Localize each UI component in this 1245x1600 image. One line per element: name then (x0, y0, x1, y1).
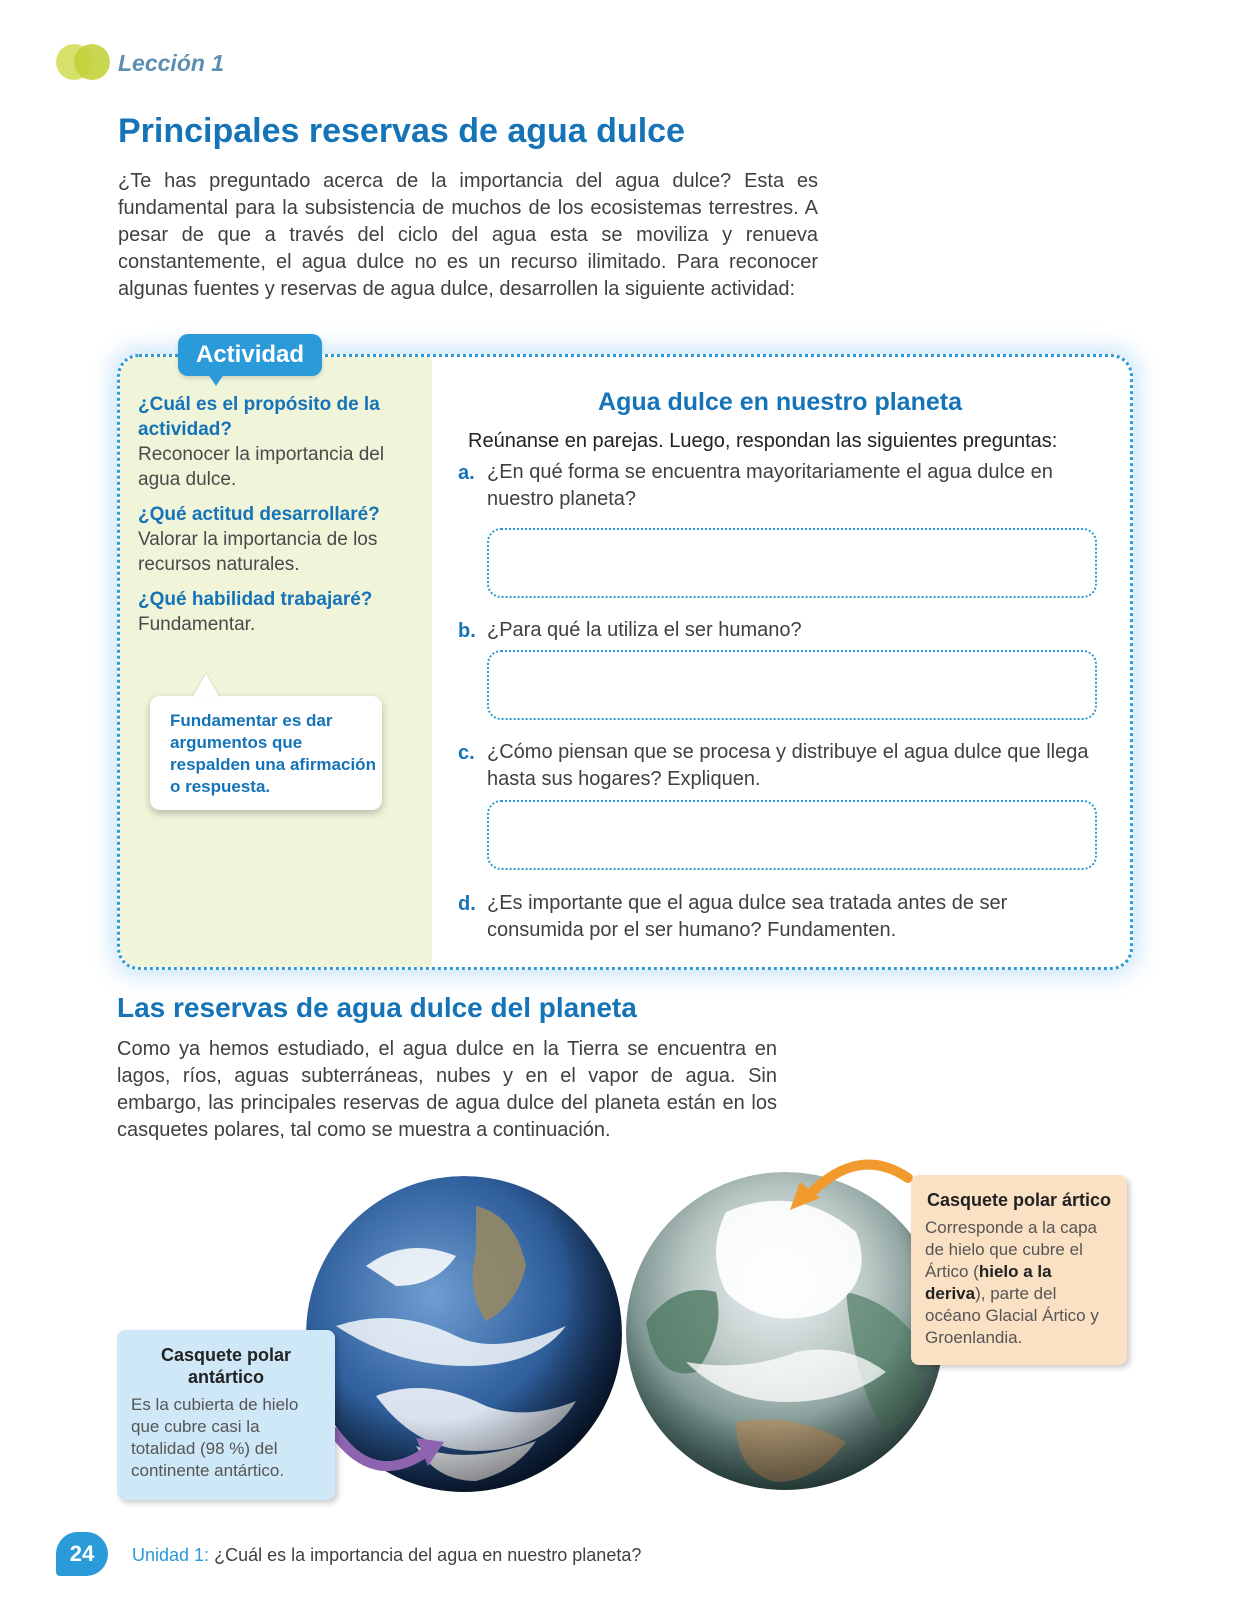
goal-answer-2: Valorar la importancia de los recursos naturales. (138, 529, 378, 575)
goal-answer-3: Fundamentar. (138, 614, 256, 635)
antarctic-callout (117, 1330, 335, 1500)
question-b-text: ¿Para qué la utiliza el ser humano? (487, 619, 802, 641)
lesson-logo (56, 44, 112, 80)
definition-note-tail (192, 674, 220, 698)
activity-instruction: Reúnanse en parejas. Luego, respondan las siguientes preguntas: (468, 430, 1058, 452)
question-a-letter: a. (458, 462, 475, 484)
page-number: 24 (56, 1532, 108, 1576)
activity-title: Agua dulce en nuestro planeta (598, 388, 962, 416)
lesson-label: Lección 1 (118, 50, 225, 76)
question-b-letter: b. (458, 620, 476, 642)
question-c-letter: c. (458, 742, 475, 764)
arctic-arrow-icon (780, 1152, 914, 1222)
goal-answer-1: Reconocer la importancia del agua dulce. (138, 444, 385, 490)
question-d-text: ¿Es importante que el agua dulce sea tratada antes de ser consumida por el ser humano? Fundamenten. (487, 892, 1008, 941)
activity-goals (138, 392, 408, 647)
question-a-text: ¿En qué forma se encuentra mayoritariamente el agua dulce en nuestro planeta? (487, 461, 1053, 510)
footer-unit-label: Unidad 1: (132, 1545, 210, 1565)
section-title: Las reservas de agua dulce del planeta (117, 992, 637, 1023)
answer-box-a[interactable] (487, 528, 1097, 598)
answer-box-b[interactable] (487, 650, 1097, 720)
answer-box-c[interactable] (487, 800, 1097, 870)
arctic-callout-text: Corresponde a la capa de hielo que cubre el Ártico (hielo a la deriva), parte del océano Glacial Ártico y Groenlandia. (925, 1218, 1099, 1347)
definition-note-text: Fundamentar es dar argumentos que respalden una afirmación o respuesta. (170, 711, 376, 796)
footer-unit (132, 1545, 641, 1566)
goal-question-2: ¿Qué actitud desarrollaré? (138, 504, 380, 525)
question-c-text: ¿Cómo piensan que se procesa y distribuye el agua dulce que llega hasta sus hogares? Expliquen. (487, 741, 1089, 790)
arctic-callout-title: Casquete polar ártico (926, 1190, 1112, 1210)
arctic-callout (911, 1175, 1127, 1365)
activity-tag-tail (208, 374, 224, 386)
section-paragraph: Como ya hemos estudiado, el agua dulce en la Tierra se encuentra en lagos, ríos, aguas subterráneas, nubes y en el vapor de agua. Sin embargo, las principales reservas de agua dulce del planeta están en los casquetes polares, tal como se muestra a continuación. (117, 1038, 777, 1141)
activity-tag: Actividad (178, 334, 322, 376)
question-d-letter: d. (458, 893, 476, 915)
antarctic-arrow-icon (330, 1420, 450, 1490)
antarctic-callout-text: Es la cubierta de hielo que cubre casi la totalidad (98 %) del continente antártico. (131, 1395, 299, 1480)
antarctic-callout-title: Casquete polar antártico (160, 1345, 292, 1387)
goal-question-1: ¿Cuál es el propósito de la actividad? (138, 394, 380, 440)
intro-paragraph: ¿Te has preguntado acerca de la importancia del agua dulce? Esta es fundamental para la subsistencia de muchos de los ecosistemas terrestres. A pesar de que a través del ciclo del agua esta se moviliza y renueva constantemente, el agua dulce no es un recurso ilimitado. Para reconocer algunas fuentes y reservas de agua dulce, desarrollen la siguiente actividad: (118, 170, 818, 300)
goal-question-3: ¿Qué habilidad trabajaré? (138, 589, 373, 610)
page-title: Principales reservas de agua dulce (118, 112, 685, 150)
footer-unit-title: ¿Cuál es la importancia del agua en nuestro planeta? (214, 1545, 642, 1565)
